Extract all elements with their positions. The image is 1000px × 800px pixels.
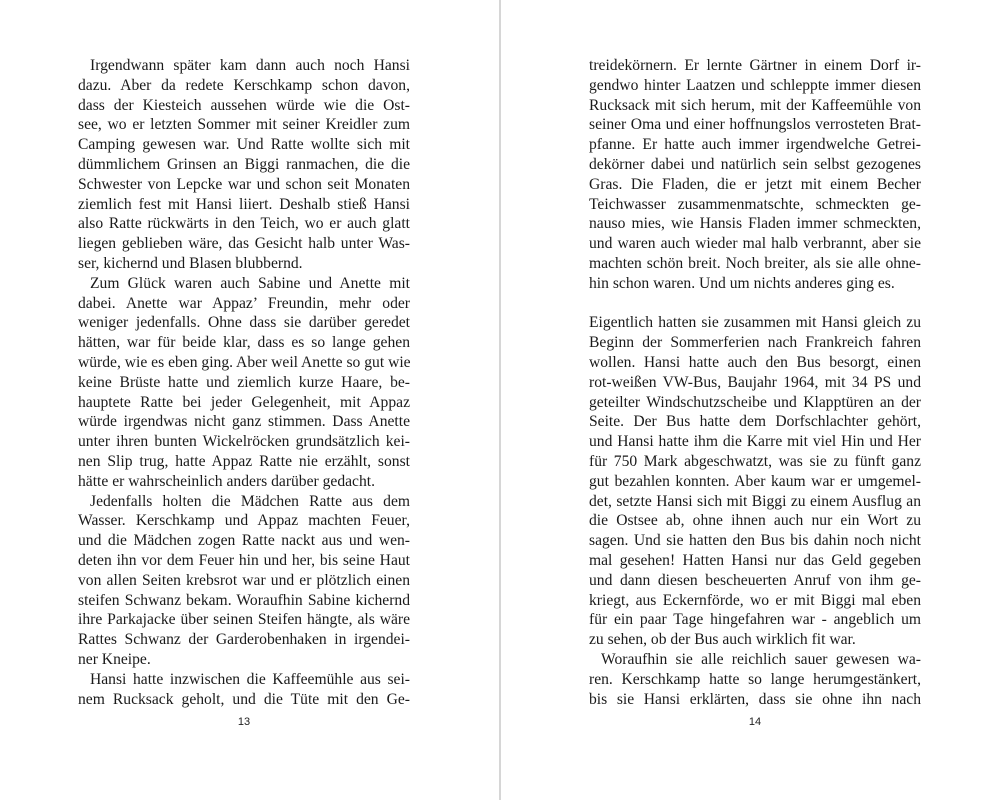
text-line: ihre Parkajacke über seinen Steifen hängte, als wäre (78, 611, 410, 629)
text-line: weniger jedenfalls. Ohne dass sie darüber geredet (78, 314, 410, 332)
text-line: Camping gewesen war. Und Ratte wollte sich mit (78, 136, 410, 154)
text-line: see, wo er letzten Sommer mit seiner Kreidler zum (78, 116, 410, 134)
page-number: 14 (748, 716, 762, 728)
text-line: gut bezahlen konnten. Aber kaum war er umgemel- (589, 472, 921, 490)
text-line: Teichwasser zusammenmatschte, schmeckten ge- (589, 195, 921, 213)
text-line: und waren auch wieder mal halb verbrannt, aber sie (589, 235, 921, 253)
text-line: und Hansi hatte ihm die Karre mit viel Hin und Her (589, 433, 921, 451)
text-line: Zum Glück waren auch Sabine und Anette mit (90, 274, 410, 292)
text-line: keine Brüste hatte und ziemlich kurze Haare, be- (78, 373, 410, 391)
text-line: kriegt, aus Eckernförde, wo er mit Biggi mal eben (589, 591, 921, 609)
text-line: Rucksack mit sich herum, mit der Kaffeemühle von (589, 96, 921, 114)
text-line: deten ihn vor dem Feuer hin und her, bis seine Haut (78, 551, 410, 569)
text-line: treidekörnern. Er lernte Gärtner in einem Dorf ir- (589, 57, 921, 74)
text-line: nauso mies, wie Hansis Fladen immer schmeckten, (589, 215, 921, 233)
text-line: die Ostsee ab, ohne ihnen auch nur ein Wort zu (589, 512, 921, 530)
text-line: und dann diesen bescheuerten Anruf von ihm ge- (589, 571, 921, 589)
right-page (501, 0, 1000, 800)
text-line: mal gesehen! Hatten Hansi nur das Geld gegeben (589, 551, 921, 569)
text-line: von allen Seiten krebsrot war und er plötzlich einen (78, 571, 410, 589)
text-line: dabei. Anette war Appaz’ Freundin, mehr oder (78, 294, 410, 312)
section-break (589, 294, 921, 314)
left-page-text (78, 56, 410, 709)
text-line: dass der Kiesteich aussehen würde wie die Ost- (78, 96, 410, 114)
text-line: dazu. Aber da redete Kerschkamp schon davon, (78, 76, 410, 94)
text-line: dekörner dabei und natürlich sein selbst gezogenes (589, 155, 921, 173)
text-line: also Ratte rückwärts in den Teich, wo er auch glatt (78, 215, 410, 233)
page-number: 13 (237, 716, 251, 728)
text-line: machten schön breit. Noch breiter, als sie alle ohne- (589, 254, 921, 272)
text-line: ser, kichernd und Blasen blubbernd. (78, 254, 303, 272)
text-line: Jedenfalls holten die Mädchen Ratte aus dem (90, 492, 410, 510)
text-line: wollen. Hansi hatte auch den Bus besorgt, einen (589, 353, 921, 371)
text-line: Eigentlich hatten sie zusammen mit Hansi gleich zu (589, 314, 921, 332)
text-line: liegen geblieben wäre, das Gesicht halb unter Was- (78, 235, 410, 253)
text-line: Hansi hatte inzwischen die Kaffeemühle aus sei- (90, 670, 410, 688)
right-page-text (589, 56, 921, 709)
text-line: hauptete Ratte bei jeder Gelegenheit, mit Appaz (78, 393, 410, 411)
text-line: nen Slip trug, hatte Appaz Ratte nie erzählt, sonst (78, 452, 410, 470)
text-line: gendwo hinter Laatzen und schleppte immer diesen (589, 76, 921, 94)
text-line: Wasser. Kerschkamp und Appaz machten Feuer, (78, 512, 410, 530)
text-line: seiner Oma und einer hoffnungslos verrosteten Brat- (589, 116, 921, 134)
text-line: hin schon waren. Und um nichts anderes ging es. (589, 274, 895, 292)
text-line: Woraufhin sie alle reichlich sauer gewesen wa- (601, 650, 921, 668)
text-line: rot-weißen VW-Bus, Baujahr 1964, mit 34 PS und (589, 373, 921, 391)
text-line: und die Mädchen zogen Ratte nackt aus und wen- (78, 532, 410, 550)
text-line: zu sehen, ob der Bus auch wirklich fit war. (589, 631, 856, 649)
text-line: Rattes Schwanz der Garderobenhaken in irgendei- (78, 631, 410, 649)
left-page (0, 0, 499, 800)
text-line: dümmlichem Grinsen an Biggi ranmachen, die die (78, 155, 410, 173)
text-line: für ein paar Tage hingefahren war - angeblich um (589, 611, 921, 629)
text-line: ren. Kerschkamp hatte so lange herumgestänkert, (589, 670, 921, 688)
text-line: Seite. Der Bus hatte dem Dorfschlachter gehört, (589, 413, 921, 431)
text-line: sagen. Und sie hatten den Bus bis dahin noch nicht (589, 532, 921, 550)
text-line: würde, wie es eben ging. Aber weil Anette so gut wie (78, 353, 411, 371)
text-line: ziemlich fest mit Hansi liiert. Deshalb stieß Hansi (78, 195, 410, 213)
text-line: würde irgendwas nicht ganz stimmen. Dass Anette (78, 413, 410, 431)
text-line: Gras. Die Fladen, die er jetzt mit einem Becher (589, 175, 921, 193)
text-line: Beginn der Sommerferien nach Frankreich fahren (589, 334, 921, 352)
text-line: hätten, war für beide klar, dass es so lange gehen (78, 334, 410, 352)
text-line: ner Kneipe. (78, 650, 151, 668)
text-line: geteilter Windschutzscheibe und Klapptüren an der (589, 393, 921, 411)
text-line: det, setzte Hansi sich mit Biggi zu einem Ausflug an (589, 492, 921, 510)
text-line: hätte er wahrscheinlich anders darüber gedacht. (78, 472, 376, 490)
text-line: für 750 Mark abgeschwatzt, was sie zu fünft ganz (589, 452, 921, 470)
text-line: Schwester von Lepcke war und schon seit Monaten (78, 175, 410, 193)
text-line: steifen Schwanz bekam. Woraufhin Sabine kichernd (78, 591, 410, 609)
text-line: pfanne. Er hatte auch immer irgendwelche Getrei- (589, 136, 921, 154)
text-line: bis sie Hansi erklärten, dass sie ohne ihn nach (589, 690, 921, 708)
text-line: Irgendwann später kam dann auch noch Hansi (90, 57, 410, 74)
text-line: unter ihren bunten Wickelröcken grundsätzlich kei- (78, 433, 410, 451)
text-line: nem Rucksack geholt, und die Tüte mit den Ge- (78, 690, 410, 708)
